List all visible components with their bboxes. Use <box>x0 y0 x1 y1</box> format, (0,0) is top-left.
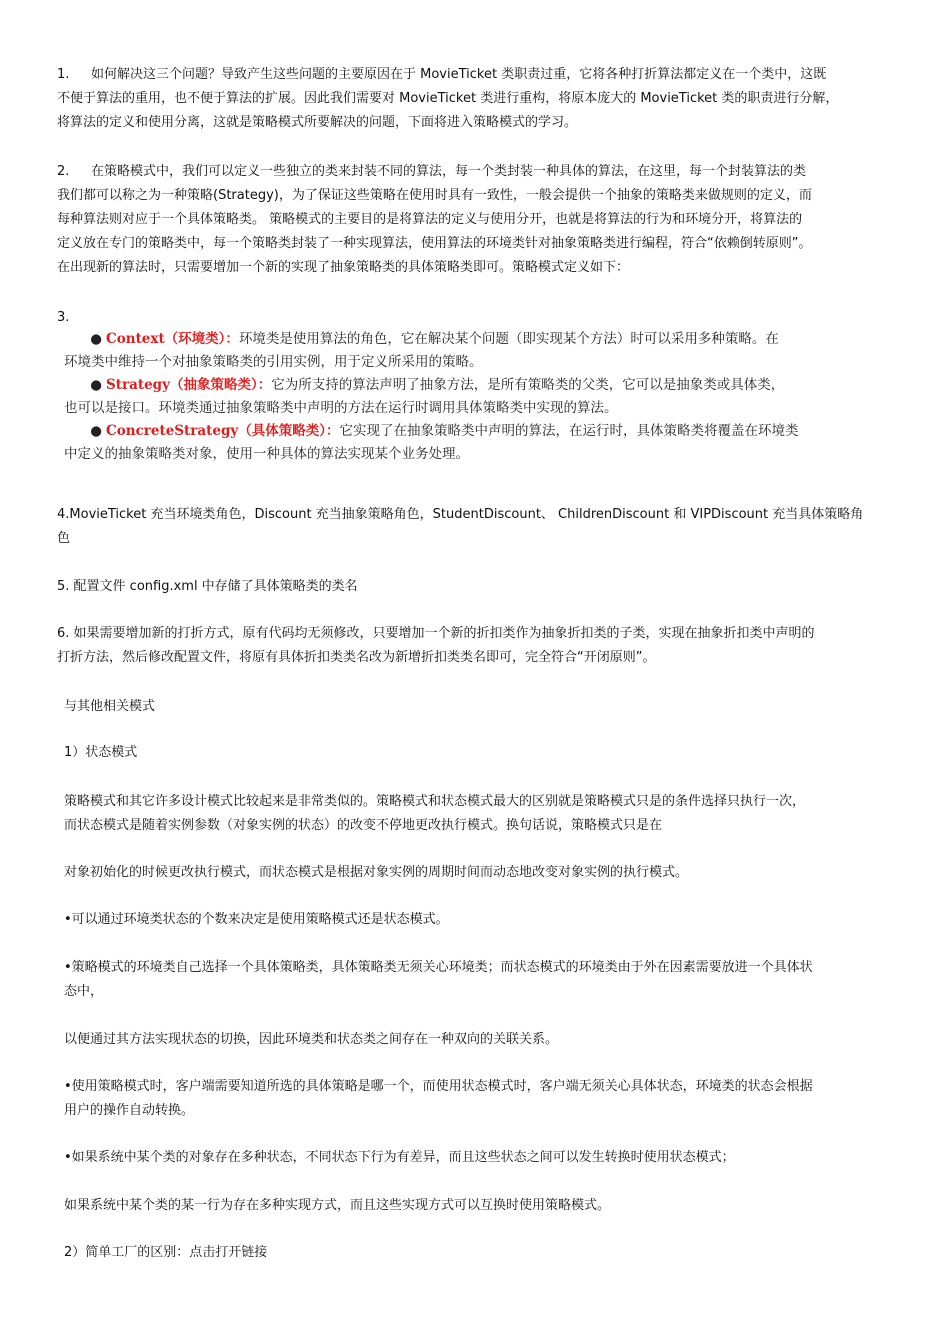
term-description-cont: 中定义的抽象策略类对象，使用一种具体的算法实现某个业务处理。 <box>64 446 469 462</box>
bullet-item <box>64 1075 900 1123</box>
text-line: 我们都可以称之为一种策略(Strategy)，为了保证这些策略在使用时具有一致性，一般会提供一个抽象的策略类来做规则的定义，而 <box>57 188 812 203</box>
paragraph-number: 1. <box>57 67 70 82</box>
term-label: Strategy（抽象策略类）： <box>106 377 272 393</box>
subsection-heading: 2）简单工厂的区别：点击打开链接 <box>64 1245 268 1260</box>
text-line: 将算法的定义和使用分离，这就是策略模式所要解决的问题，下面将进入策略模式的学习。 <box>57 115 578 130</box>
text-line: 态中， <box>64 984 104 999</box>
list-item <box>64 328 894 351</box>
bullet-item-cont: 以便通过其方法实现状态的切换，因此环境类和状态类之间存在一种双向的关联关系。 <box>64 1032 559 1047</box>
bullet-item <box>64 956 900 1004</box>
text-line: 如何解决这三个问题？导致产生这些问题的主要原因在于 MovieTicket 类职责过重，它将各种打折算法都定义在一个类中，这既 <box>91 67 827 82</box>
bullet-icon: ● <box>90 423 102 439</box>
paragraph-5: 5. 配置文件 config.xml 中存储了具体策略类的类名 <box>57 579 358 594</box>
term-label: ConcreteStrategy（具体策略类）： <box>106 423 340 439</box>
bullet-item-cont: 如果系统中某个类的某一行为存在多种实现方式，而且这些实现方式可以互换时使用策略模式。 <box>64 1198 611 1213</box>
list-item <box>64 374 894 397</box>
paragraph-1 <box>57 63 900 135</box>
paragraph-4 <box>57 503 900 551</box>
text-line: 定义放在专门的策略类中，每一个策略类封装了一种实现算法，使用算法的环境类针对抽象策略类进行编程，符合“依赖倒转原则”。 <box>57 236 812 251</box>
text-line: 用户的操作自动转换。 <box>64 1103 195 1118</box>
text-line: 在出现新的算法时，只需要增加一个新的实现了抽象策略类的具体策略类即可。策略模式定义如下： <box>57 260 630 275</box>
term-description: 它为所支持的算法声明了抽象方法，是所有策略类的父类，它可以是抽象类或具体类， <box>271 377 785 393</box>
term-description: 它实现了在抽象策略类中声明的算法，在运行时，具体策略类将覆盖在环境类 <box>339 423 799 439</box>
bullet-item: •如果系统中某个类的对象存在多种状态，不同状态下行为有差异，而且这些状态之间可以发生转换时使用状态模式； <box>64 1150 735 1165</box>
bullet-icon: ● <box>90 331 102 347</box>
bullet-item: •可以通过环境类状态的个数来决定是使用策略模式还是状态模式。 <box>64 912 449 927</box>
text-line: 打折方法，然后修改配置文件，将原有具体折扣类类名改为新增折扣类类名即可，完全符合“开闭原则”。 <box>57 650 656 665</box>
state-paragraph <box>64 790 900 838</box>
text-line: •策略模式的环境类自己选择一个具体策略类，具体策略类无须关心环境类；而状态模式的环境类由于外在因素需要放进一个具体状 <box>64 960 813 975</box>
bullet-icon: ● <box>90 377 102 393</box>
text-line: 色 <box>57 531 71 546</box>
state-paragraph-cont: 对象初始化的时候更改执行模式，而状态模式是根据对象实例的周期时间而动态地改变对象实例的执行模式。 <box>64 865 689 880</box>
subsection-heading: 1）状态模式 <box>64 745 138 760</box>
paragraph-2 <box>57 160 900 280</box>
text-line: •使用策略模式时，客户端需要知道所选的具体策略是哪一个，而使用状态模式时，客户端无须关心具体状态，环境类的状态会根据 <box>64 1079 813 1094</box>
text-line: 6. 如果需要增加新的打折方式，原有代码均无须修改，只要增加一个新的折扣类作为抽象折扣类的子类，实现在抽象折扣类中声明的 <box>57 626 815 641</box>
section-heading: 与其他相关模式 <box>64 699 156 714</box>
strategy-roles-list <box>64 328 894 466</box>
paragraph-number: 2. <box>57 164 70 179</box>
paragraph-3 <box>57 306 900 330</box>
paragraph-number: 3. <box>57 310 70 325</box>
text-line: 4.MovieTicket 充当环境类角色，Discount 充当抽象策略角色，StudentDiscount、 ChildrenDiscount 和 VIPDiscount 充当具体策略角 <box>57 507 864 522</box>
term-description-cont: 环境类中维持一个对抽象策略类的引用实例，用于定义所采用的策略。 <box>64 354 483 370</box>
text-line: 而状态模式是随着实例参数（对象实例的状态）的改变不停地更改执行模式。换句话说，策略模式只是在 <box>64 818 663 833</box>
paragraph-6 <box>57 622 900 670</box>
term-label: Context（环境类）： <box>106 331 239 347</box>
list-item <box>64 420 894 443</box>
text-line: 每种算法则对应于一个具体策略类。 策略模式的主要目的是将算法的定义与使用分开，也就是将算法的行为和环境分开，将算法的 <box>57 212 803 227</box>
text-line: 策略模式和其它许多设计模式比较起来是非常类似的。策略模式和状态模式最大的区别就是策略模式只是的条件选择只执行一次， <box>64 794 806 809</box>
term-description: 环境类是使用算法的角色，它在解决某个问题（即实现某个方法）时可以采用多种策略。在 <box>238 331 779 347</box>
text-line: 在策略模式中，我们可以定义一些独立的类来封装不同的算法，每一个类封装一种具体的算法，在这里，每一个封装算法的类 <box>91 164 807 179</box>
text-line: 不便于算法的重用，也不便于算法的扩展。因此我们需要对 MovieTicket 类进行重构，将原本庞大的 MovieTicket 类的职责进行分解， <box>57 91 839 106</box>
term-description-cont: 也可以是接口。环境类通过抽象策略类中声明的方法在运行时调用具体策略类中实现的算法。 <box>64 400 618 416</box>
